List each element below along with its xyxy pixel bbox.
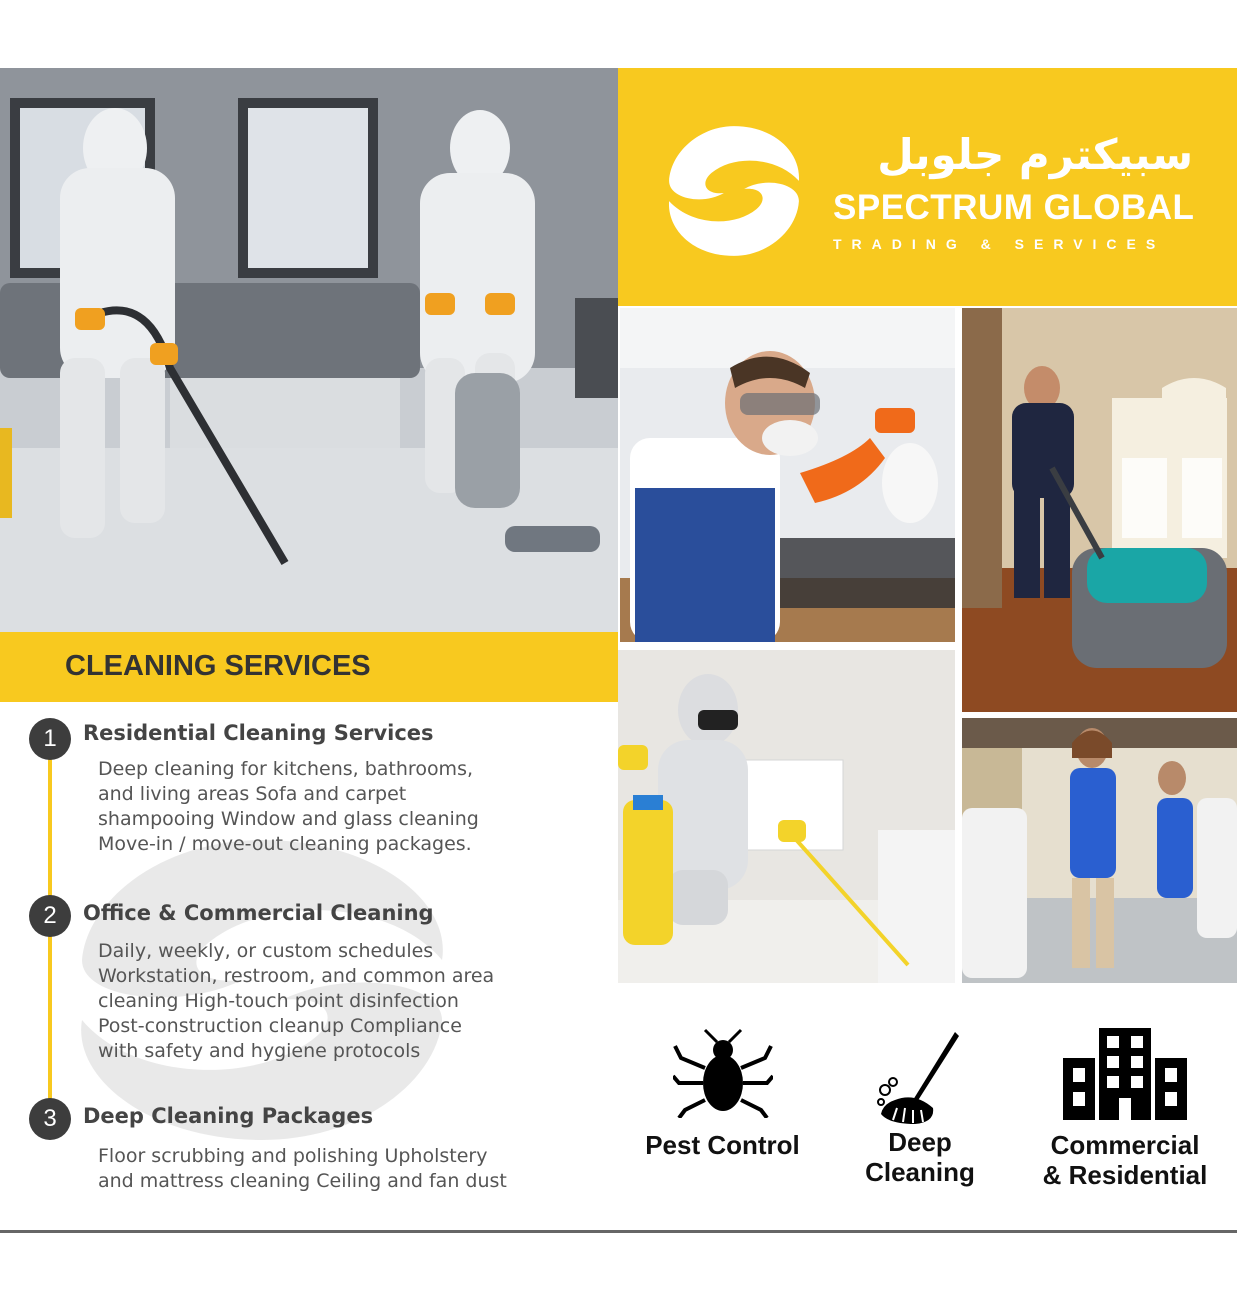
brand-tagline: TRADING & SERVICES [833, 236, 1166, 252]
service-title: Office & Commercial Cleaning [83, 901, 434, 925]
service-title: Deep Cleaning Packages [83, 1104, 374, 1128]
feature-label: Deep Cleaning [865, 1127, 975, 1187]
service-description: Floor scrubbing and polishing Upholstery and mattress cleaning Ceiling and fan dust [98, 1145, 507, 1192]
feature-commercial-residential [1030, 1028, 1220, 1190]
section-title: CLEANING SERVICES [65, 650, 371, 682]
buildings-icon [1063, 1028, 1187, 1120]
brand-arabic-name: سبيكترم جلوبل [877, 130, 1193, 179]
service-title: Residential Cleaning Services [83, 721, 434, 745]
service-description: Daily, weekly, or custom schedules Workstation, restroom, and common area cleaning High-touch point disinfection Post-construction cleanup Compliance with safety and hygiene protocols [98, 940, 495, 1062]
step-number-badge: 1 [29, 718, 71, 760]
photo-office-cleaning [962, 718, 1237, 983]
feature-label: Commercial & Residential [1042, 1130, 1208, 1190]
feature-label: Pest Control [645, 1130, 800, 1160]
photo-floor-scrubbing [962, 308, 1237, 712]
bottom-divider [0, 1230, 1237, 1233]
mop-icon [875, 1030, 965, 1125]
brand-name: SPECTRUM GLOBAL [833, 188, 1195, 227]
photo-floor-fumigation [618, 650, 955, 983]
step-number-badge: 3 [29, 1098, 71, 1140]
spectrum-swirl-logo-icon [663, 120, 805, 262]
service-description: Deep cleaning for kitchens, bathrooms, and living areas Sofa and carpet shampooing Window and glass cleaning Move-in / move-out cleaning packages. [98, 758, 479, 855]
photo-pest-spraying [620, 308, 955, 642]
bug-icon [673, 1028, 773, 1118]
brand-panel [618, 68, 1237, 306]
step-number-badge: 2 [29, 895, 71, 937]
photo-workers-vacuuming [0, 68, 618, 632]
section-header-band [0, 632, 618, 702]
feature-deep-cleaning [845, 1030, 995, 1187]
feature-pest-control [630, 1028, 815, 1160]
